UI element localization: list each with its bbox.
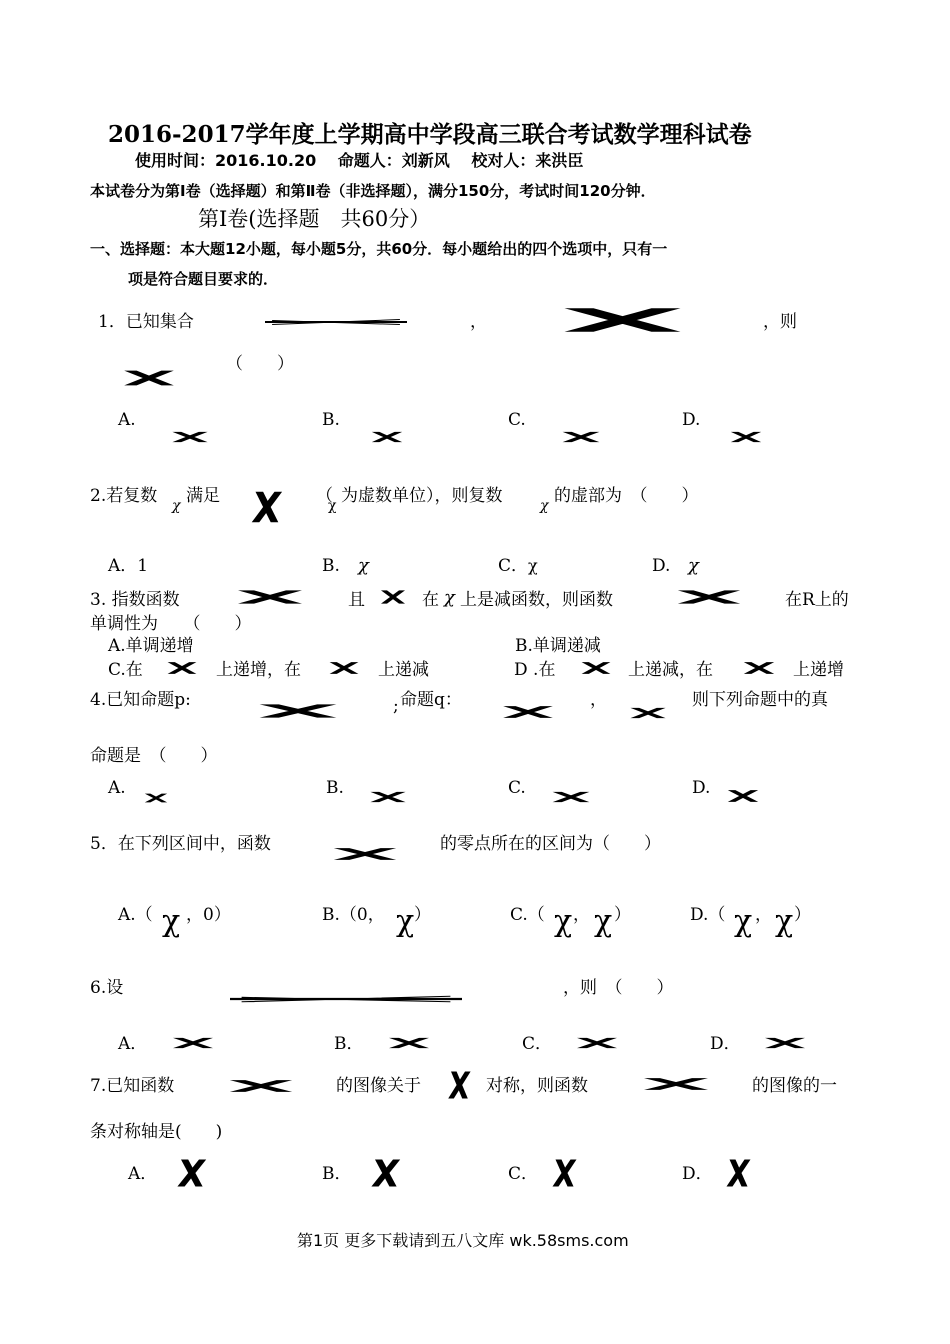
q2-option-b[interactable]: B. bbox=[322, 556, 340, 576]
q7-symmetry-tail: 对称，则函数 bbox=[486, 1076, 588, 1096]
q2-note: （ bbox=[316, 486, 333, 506]
q6-stem: 6.设 bbox=[90, 978, 124, 998]
q5-option-b-end: ） bbox=[414, 905, 431, 925]
q5-option-b[interactable]: B.（0， bbox=[322, 905, 385, 925]
q4-comma: ， bbox=[590, 690, 607, 710]
q1-answer-paren: （ ） bbox=[226, 354, 294, 374]
q6-option-d[interactable]: D． bbox=[710, 1034, 741, 1054]
q7-stem-cont: 条对称轴是( ) bbox=[90, 1122, 223, 1142]
formula-placeholder bbox=[670, 588, 748, 606]
formula-placeholder bbox=[250, 702, 346, 720]
formula-placeholder bbox=[222, 1078, 300, 1094]
q7-symmetry: 的图像关于 bbox=[336, 1076, 421, 1096]
section-heading-cont: 项是符合题目要求的． bbox=[128, 270, 279, 288]
formula-placeholder: χ bbox=[594, 904, 613, 939]
q5-option-c-sep: ， bbox=[573, 905, 590, 925]
exam-intro: 本试卷分为第Ⅰ卷（选择题）和第Ⅱ卷（非选择题），满分150分，考试时间120分钟． bbox=[90, 182, 656, 200]
formula-placeholder bbox=[326, 660, 362, 676]
q4-option-c[interactable]: C. bbox=[508, 778, 526, 798]
q3-option-c-mid: 上递增，在 bbox=[216, 660, 301, 680]
formula-placeholder bbox=[724, 788, 762, 804]
q7-option-d[interactable]: D． bbox=[682, 1164, 713, 1184]
q4-tail: 则下列命题中的真 bbox=[692, 690, 828, 710]
page-title: 2016-2017学年度上学期高中学段高三联合考试数学理科试卷 bbox=[108, 121, 752, 148]
q3-stem: 3. 指数函数 bbox=[90, 590, 180, 610]
formula-placeholder bbox=[246, 490, 284, 524]
section-heading: 一、选择题：本大题12小题，每小题5分，共60分．每小题给出的四个选项中，只有一 bbox=[90, 240, 668, 258]
formula-placeholder bbox=[366, 790, 410, 804]
q4-stem: 4.已知命题p: bbox=[90, 690, 191, 710]
q6-option-a[interactable]: A． bbox=[118, 1034, 148, 1054]
formula-placeholder: χ bbox=[444, 587, 455, 608]
formula-placeholder bbox=[230, 588, 310, 606]
q3-and: 且 bbox=[348, 590, 365, 610]
q4-option-d[interactable]: D. bbox=[692, 778, 711, 798]
q4-option-b[interactable]: B. bbox=[326, 778, 344, 798]
q1-option-d[interactable]: D. bbox=[682, 410, 701, 430]
q4-proposition-q: 命题q： bbox=[400, 690, 462, 710]
q2-option-c[interactable]: C． bbox=[498, 556, 529, 576]
q7-option-b[interactable]: B． bbox=[322, 1164, 352, 1184]
q2-option-a[interactable]: A．1 bbox=[108, 556, 149, 576]
formula-placeholder: χ bbox=[358, 555, 369, 576]
q3-option-a[interactable]: A.单调递增 bbox=[108, 636, 194, 656]
q5-stem: 5．在下列区间中，函数 bbox=[90, 834, 271, 854]
formula-placeholder: χ bbox=[734, 904, 753, 939]
q5-option-d-end: ） bbox=[794, 905, 811, 925]
formula-placeholder: χ bbox=[172, 498, 181, 514]
formula-placeholder: χ bbox=[775, 904, 794, 939]
q1-stem: 1．已知集合 bbox=[98, 312, 194, 332]
formula-placeholder: χ bbox=[688, 555, 699, 576]
formula-placeholder bbox=[722, 1158, 752, 1188]
q2-option-d[interactable]: D. bbox=[652, 556, 671, 576]
q3-option-d[interactable]: D .在 bbox=[514, 660, 556, 680]
q5-option-d-sep: ， bbox=[755, 905, 772, 925]
formula-placeholder bbox=[444, 1070, 472, 1100]
formula-placeholder bbox=[550, 304, 695, 336]
formula-placeholder bbox=[378, 588, 408, 606]
formula-placeholder bbox=[368, 430, 406, 444]
q2-note2: 为虚数单位），则复数 bbox=[341, 486, 503, 506]
q7-option-a[interactable]: A． bbox=[128, 1164, 158, 1184]
formula-placeholder: χ bbox=[396, 904, 415, 939]
q5-option-a[interactable]: A.（ bbox=[118, 905, 153, 925]
q1-then: ，则 bbox=[763, 312, 797, 332]
q3-on-r: 在R上的 bbox=[785, 590, 849, 610]
q5-tail: 的零点所在的区间为（ ） bbox=[440, 834, 661, 854]
formula-placeholder bbox=[142, 792, 170, 804]
q1-comma: ， bbox=[470, 312, 487, 332]
formula-placeholder bbox=[265, 312, 407, 332]
q3-option-b[interactable]: B.单调递减 bbox=[515, 636, 601, 656]
formula-placeholder bbox=[168, 1036, 218, 1050]
part-title: 第Ⅰ卷(选择题 共60分） bbox=[198, 207, 431, 231]
q6-tail: ，则 （ ） bbox=[563, 978, 674, 998]
exam-meta: 使用时间：2016.10.20 命题人：刘新风 校对人：来洪臣 bbox=[135, 151, 584, 170]
q3-decreasing: 上是减函数，则函数 bbox=[460, 590, 613, 610]
q5-option-d[interactable]: D.（ bbox=[690, 905, 726, 925]
formula-placeholder bbox=[727, 430, 765, 444]
formula-placeholder bbox=[497, 704, 559, 720]
q1-option-c[interactable]: C. bbox=[508, 410, 526, 430]
formula-placeholder bbox=[548, 790, 594, 804]
formula-placeholder bbox=[118, 368, 180, 388]
formula-placeholder bbox=[384, 1036, 434, 1050]
q7-tail: 的图像的一 bbox=[752, 1076, 837, 1096]
page-footer: 第1页 更多下载请到五八文库 wk.58sms.com bbox=[297, 1231, 629, 1250]
formula-placeholder bbox=[164, 660, 200, 676]
formula-placeholder bbox=[740, 660, 778, 676]
q2-satisfy: 满足 bbox=[186, 486, 220, 506]
formula-placeholder: χ bbox=[162, 904, 181, 939]
formula-placeholder: χ bbox=[328, 498, 337, 514]
q3-option-c-end: 上递减 bbox=[378, 660, 429, 680]
formula-placeholder bbox=[760, 1036, 810, 1050]
formula-placeholder bbox=[578, 660, 614, 676]
q3-stem-cont: 单调性为 （ ） bbox=[90, 614, 252, 634]
q4-semicolon: ; bbox=[393, 696, 399, 716]
q5-option-c[interactable]: C.（ bbox=[510, 905, 545, 925]
formula-placeholder: χ bbox=[554, 904, 573, 939]
formula-placeholder bbox=[558, 430, 604, 444]
formula-placeholder bbox=[636, 1076, 716, 1092]
q2-stem: 2.若复数 bbox=[90, 486, 158, 506]
formula-placeholder bbox=[230, 988, 462, 1010]
formula-placeholder bbox=[168, 430, 212, 444]
q3-option-c[interactable]: C.在 bbox=[108, 660, 143, 680]
q5-option-a-end: ，0） bbox=[186, 905, 231, 925]
formula-placeholder bbox=[572, 1036, 622, 1050]
formula-placeholder bbox=[366, 1158, 402, 1188]
q5-option-c-end: ） bbox=[614, 905, 631, 925]
formula-placeholder bbox=[326, 846, 404, 862]
formula-placeholder bbox=[626, 706, 670, 720]
q7-option-c[interactable]: C． bbox=[508, 1164, 539, 1184]
q7-stem: 7.已知函数 bbox=[90, 1076, 175, 1096]
q6-option-c[interactable]: C． bbox=[522, 1034, 553, 1054]
q3-in: 在 bbox=[422, 590, 439, 610]
q3-option-d-end: 上递增 bbox=[793, 660, 844, 680]
formula-placeholder bbox=[172, 1158, 208, 1188]
q3-option-d-mid: 上递减，在 bbox=[628, 660, 713, 680]
formula-placeholder: χ bbox=[540, 498, 549, 514]
q2-imag: 的虚部为 （ ） bbox=[554, 486, 699, 506]
q1-option-a[interactable]: A. bbox=[118, 410, 136, 430]
q1-option-b[interactable]: B. bbox=[322, 410, 340, 430]
formula-placeholder bbox=[548, 1158, 578, 1188]
formula-placeholder: χ bbox=[528, 556, 538, 575]
q4-stem-cont: 命题是 （ ） bbox=[90, 746, 218, 766]
q4-option-a[interactable]: A. bbox=[108, 778, 126, 798]
q6-option-b[interactable]: B． bbox=[334, 1034, 364, 1054]
